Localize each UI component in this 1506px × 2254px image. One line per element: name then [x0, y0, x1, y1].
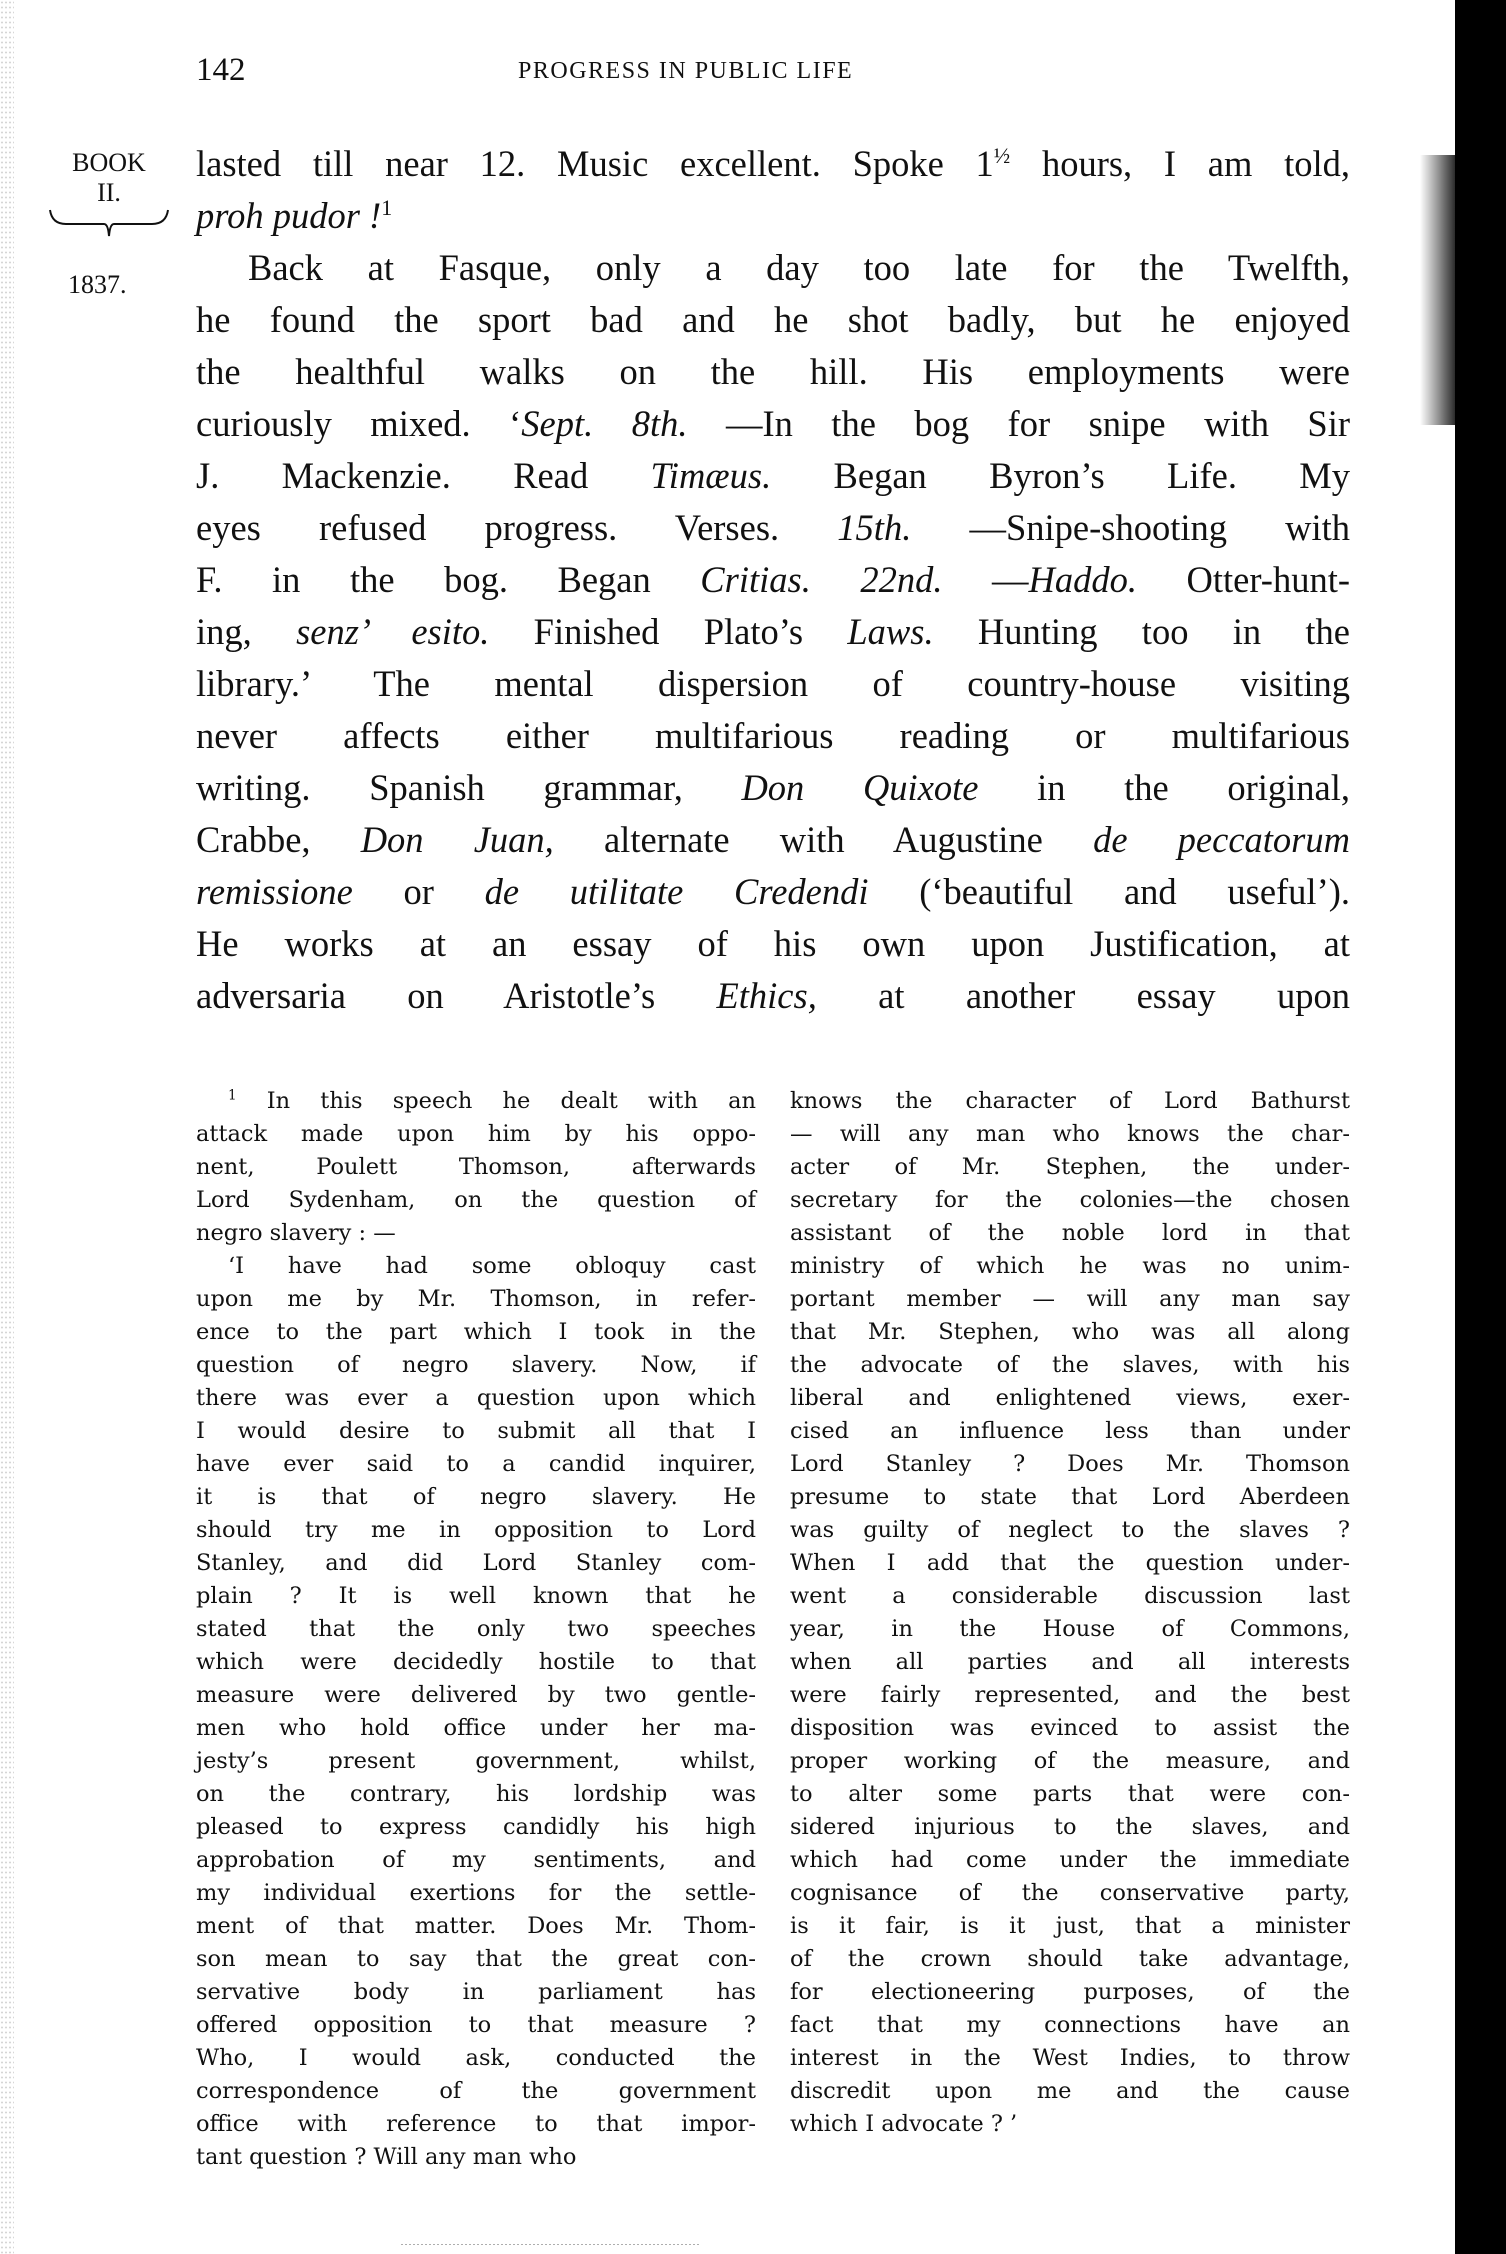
- text-line: remissione or de utilitate Credendi (‘beautiful and useful’).: [196, 871, 1350, 912]
- footnote-line: When I add that the question under-: [790, 1550, 1350, 1576]
- text-line: F. in the bog. Began Critias. 22nd. —Haddo. Otter-hunt-: [196, 559, 1350, 600]
- footnote-line: went a considerable discussion last: [790, 1583, 1350, 1609]
- footnote-line: that Mr. Stephen, who was all along: [790, 1319, 1350, 1345]
- scan-edge-noise: [0, 0, 14, 2254]
- footnote-line: is it fair, is it just, that a minister: [790, 1913, 1350, 1939]
- footnote-line: fact that my connections have an: [790, 2012, 1350, 2038]
- footnote-line: should try me in opposition to Lord: [196, 1517, 756, 1543]
- footnote-line: which I advocate ? ’: [790, 2111, 1018, 2137]
- text-line: J. Mackenzie. Read Timæus. Began Byron’s Life. My: [196, 455, 1350, 496]
- footnote-line: secretary for the colonies—the chosen: [790, 1187, 1350, 1213]
- footnote-line: negro slavery : —: [196, 1220, 396, 1246]
- footnote-line: which were decidedly hostile to that: [196, 1649, 756, 1675]
- text-line: eyes refused progress. Verses. 15th. —Snipe-shooting with: [196, 507, 1350, 548]
- body-text: [196, 138, 1350, 1022]
- footnote-line: correspondence of the government: [196, 2078, 756, 2104]
- footnote-line: have ever said to a candid inquirer,: [196, 1451, 756, 1477]
- footnote-line: upon me by Mr. Thomson, in refer-: [196, 1286, 756, 1312]
- footnote-line: it is that of negro slavery. He: [196, 1484, 756, 1510]
- footnote-line: offered opposition to that measure ?: [196, 2012, 756, 2038]
- footnote-line: ministry of which he was no unim-: [790, 1253, 1350, 1279]
- footnote-line: plain ? It is well known that he: [196, 1583, 756, 1609]
- scan-smudge: [400, 2243, 700, 2246]
- footnote-line: when all parties and all interests: [790, 1649, 1350, 1675]
- footnote-line: ment of that matter. Does Mr. Thom-: [196, 1913, 756, 1939]
- footnote-line: son mean to say that the great con-: [196, 1946, 756, 1972]
- text-line: adversaria on Aristotle’s Ethics, at another essay upon: [196, 975, 1350, 1016]
- footnote-line: pleased to express candidly his high: [196, 1814, 756, 1840]
- text-line: curiously mixed. ‘Sept. 8th. —In the bog for snipe with Sir: [196, 403, 1351, 444]
- footnote-line: cognisance of the conservative party,: [790, 1880, 1350, 1906]
- footnote-line: were fairly represented, and the best: [790, 1682, 1350, 1708]
- text-line: he found the sport bad and he shot badly, but he enjoyed: [196, 299, 1350, 340]
- footnote-line: the advocate of the slaves, with his: [790, 1352, 1350, 1378]
- footnote-line: jesty’s present government, whilst,: [196, 1748, 756, 1774]
- text-line: lasted till near 12. Music excellent. Spoke $1^{\frac{1}{2}}$ hours, I am told,: [196, 142, 1350, 184]
- text-line: Crabbe, Don Juan, alternate with Augustine de peccatorum: [196, 819, 1350, 860]
- footnote-line: $^1$ In this speech he dealt with an: [228, 1087, 757, 1114]
- footnote-line: Who, I would ask, conducted the: [196, 2045, 756, 2071]
- footnote-line: nent, Poulett Thomson, afterwards: [196, 1154, 756, 1180]
- scan-shadow: [1420, 155, 1458, 425]
- footnote-line: of the crown should take advantage,: [790, 1946, 1350, 1972]
- footnote-line: there was ever a question upon which: [196, 1385, 756, 1411]
- footnote-marker: 1: [228, 1087, 237, 1104]
- footnote-line: proper working of the measure, and: [790, 1748, 1350, 1774]
- footnote-line: cised an influence less than under: [790, 1418, 1350, 1444]
- footnote-line: on the contrary, his lordship was: [196, 1781, 756, 1807]
- margin-book-note: [44, 148, 174, 238]
- footnote-left-column: [196, 1085, 756, 2174]
- footnote-line: discredit upon me and the cause: [790, 2078, 1350, 2104]
- footnote-line: I would desire to submit all that I: [196, 1418, 756, 1444]
- footnote-line: liberal and enlightened views, exer-: [790, 1385, 1350, 1411]
- page-number: 142: [196, 52, 246, 88]
- footnote-line: my individual exertions for the settle-: [196, 1880, 756, 1906]
- footnote-line: Stanley, and did Lord Stanley com-: [196, 1550, 756, 1576]
- text-line: never affects either multifarious reading or multifarious: [196, 715, 1350, 756]
- footnote-line: Lord Sydenham, on the question of: [196, 1187, 756, 1213]
- text-line: proh pudor !$^1$: [196, 194, 393, 236]
- book-label: BOOK: [72, 148, 146, 177]
- text-line: ing, senz’ esito. Finished Plato’s Laws. Hunting too in the: [196, 611, 1350, 652]
- footnote-line: ‘I have had some obloquy cast: [228, 1253, 756, 1279]
- text-line: He works at an essay of his own upon Justification, at: [196, 923, 1350, 964]
- text-line: library.’ The mental dispersion of country-house visiting: [196, 663, 1350, 704]
- footnote-line: approbation of my sentiments, and: [196, 1847, 756, 1873]
- text-line: Back at Fasque, only a day too late for the Twelfth,: [248, 247, 1350, 288]
- running-head: PROGRESS IN PUBLIC LIFE: [518, 58, 854, 84]
- footnote-line: interest in the West Indies, to throw: [790, 2045, 1350, 2071]
- footnote-line: attack made upon him by his oppo-: [196, 1121, 756, 1147]
- footnote-ref: 1: [381, 194, 393, 220]
- footnote-line: tant question ? Will any man who: [196, 2144, 577, 2170]
- footnote-line: presume to state that Lord Aberdeen: [790, 1484, 1350, 1510]
- scan-border-band: [1455, 0, 1506, 2254]
- footnote-line: portant member — will any man say: [790, 1286, 1350, 1312]
- margin-year: 1837.: [68, 270, 127, 299]
- footnote-line: for electioneering purposes, of the: [790, 1979, 1350, 2005]
- book-volume: II.: [97, 178, 121, 207]
- footnote-line: measure were delivered by two gentle-: [196, 1682, 756, 1708]
- footnote-line: — will any man who knows the char-: [790, 1121, 1350, 1147]
- footnote-line: acter of Mr. Stephen, the under-: [790, 1154, 1350, 1180]
- footnote-line: assistant of the noble lord in that: [790, 1220, 1350, 1246]
- footnote-line: servative body in parliament has: [196, 1979, 756, 2005]
- footnote-line: year, in the House of Commons,: [790, 1616, 1350, 1642]
- text-line: writing. Spanish grammar, Don Quixote in the original,: [196, 767, 1351, 808]
- brace-icon: [48, 208, 170, 238]
- footnote-line: stated that the only two speeches: [196, 1616, 756, 1642]
- footnote-line: knows the character of Lord Bathurst: [790, 1088, 1350, 1114]
- footnote-line: sidered injurious to the slaves, and: [790, 1814, 1350, 1840]
- footnote-line: office with reference to that impor-: [196, 2111, 756, 2137]
- footnote-right-column: [790, 1085, 1350, 2174]
- footnote-line: was guilty of neglect to the slaves ?: [790, 1517, 1350, 1543]
- text-line: the healthful walks on the hill. His employments were: [196, 351, 1350, 392]
- footnote-line: Lord Stanley ? Does Mr. Thomson: [790, 1451, 1350, 1477]
- footnote-block: [196, 1085, 1350, 2174]
- footnote-line: question of negro slavery. Now, if: [196, 1352, 756, 1378]
- footnote-line: men who hold office under her ma-: [196, 1715, 756, 1741]
- footnote-line: ence to the part which I took in the: [196, 1319, 756, 1345]
- footnote-line: which had come under the immediate: [790, 1847, 1350, 1873]
- footnote-line: to alter some parts that were con-: [790, 1781, 1350, 1807]
- footnote-line: disposition was evinced to assist the: [790, 1715, 1350, 1741]
